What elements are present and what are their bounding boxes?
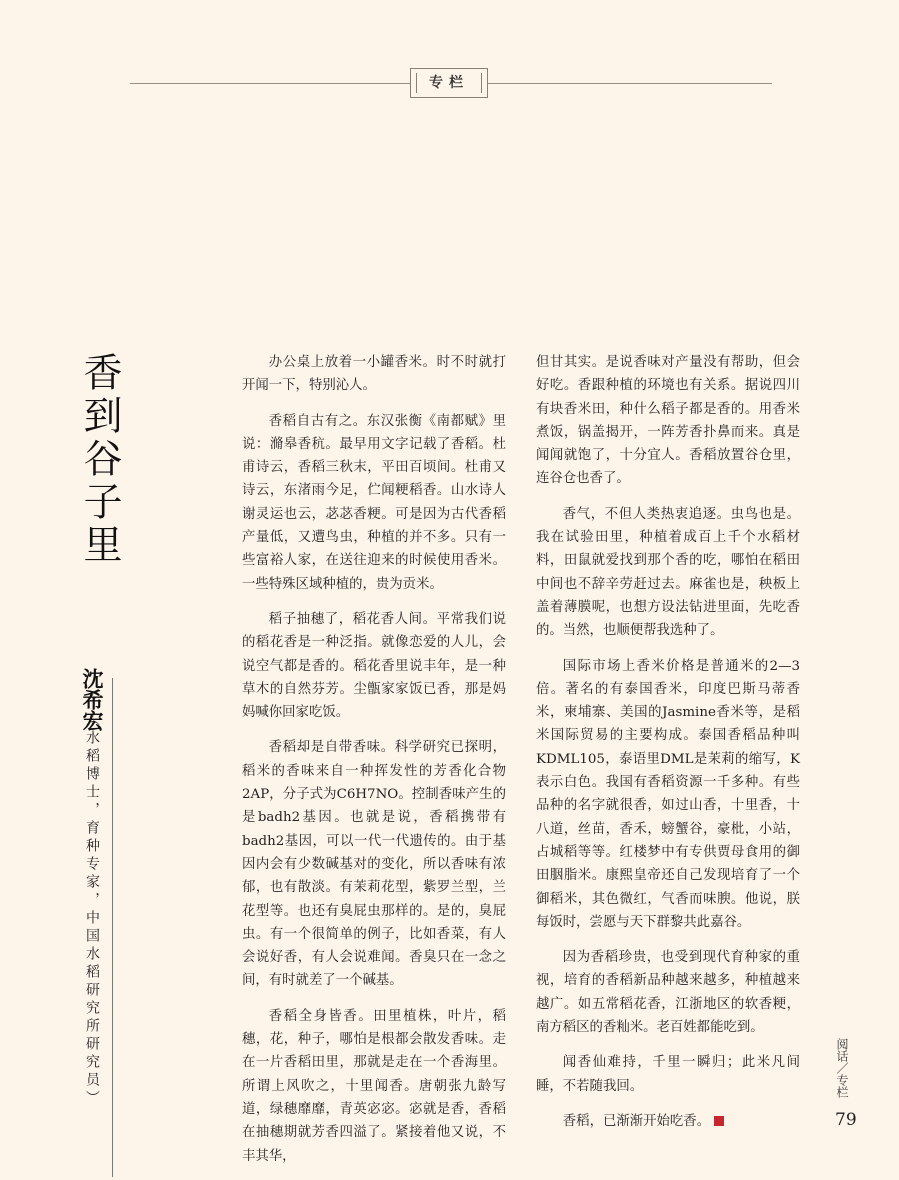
left-vertical-rule [112, 678, 113, 1177]
paragraph: 稻子抽穗了，稻花香人间。平常我们说的稻花香是一种泛指。就像恋爱的人儿，会说空气都是香的。稻花香里说丰年，是一种草木的自然芬芳。尘甑家家饭已香，那是妈妈喊你回家吃饭。 [242, 611, 506, 721]
page-number: 79 [835, 1110, 857, 1130]
paragraph: 香稻却是自带香味。科学研究已探明，稻米的香味来自一种挥发性的芳香化合物2AP，分子式为C6H7NO。控制香味产生的是badh2基因。也就是说，香稻携带有badh2基因，可以一代一代遗传的。由于基因内会有少数碱基对的变化，所以香味有浓郁，也有散淡。有茉莉花型，紫罗兰型，兰花型等。也还有臭屁虫那样的。是的，臭屁虫。有一个很简单的例子，比如香菜，有人会说好香，有人会说难闻。香臭只在一念之间，有时就差了一个碱基。 [242, 740, 506, 989]
author-affiliation: （水稻博士，育种专家，中国水稻研究所研究员） [84, 712, 100, 1108]
final-sentence: 香稻，已渐渐开始吃香。 [562, 1113, 711, 1129]
final-paragraph [536, 1110, 800, 1133]
paragraph: 办公桌上放着一小罐香米。时不时就打开闻一下，特别沁人。 [242, 355, 506, 394]
paragraph: 国际市场上香米价格是普通米的2—3倍。著名的有泰国香米，印度巴斯马蒂香米，柬埔寨、美国的Jasmine香米等，是稻米国际贸易的主要构成。泰国香稻品种叫KDML105，泰语里DML是茉莉的缩写，K表示白色。我国有香稻资源一千多种。有些品种的名字就很香，如过山香，十里香，十八道，丝苗，香禾，螃蟹谷，豪枇，小站，占城稻等等。红楼梦中有专供贾母食用的御田胭脂米。康熙皇帝还自己发现培育了一个御稻米，其色微红，气香而味腴。他说，朕每饭时，尝愿与天下群黎共此嘉谷。 [536, 658, 800, 930]
text-column-2 [536, 351, 800, 1145]
paragraph-continued: 但甘其实。是说香味对产量没有帮助，但会好吃。香跟种植的环境也有关系。据说四川有块香米田，种什么稻子都是香的。用香米煮饭，锅盖揭开，一阵芳香扑鼻而来。真是闻闻就饱了，十分宜人。香稻放置谷仓里，连谷仓也香了。 [536, 355, 800, 487]
slash-divider: ／ [835, 1062, 849, 1074]
section-label-box [410, 68, 488, 98]
paragraph: 闻香仙难持，千里一瞬归；此米凡间睡，不若随我回。 [536, 1055, 800, 1094]
paragraph: 因为香稻珍贵，也受到现代育种家的重视，培育的香稻新品种越来越多，种植越来越广。如五常稻花香，江浙地区的软香粳，南方稻区的香籼米。老百姓都能吃到。 [536, 950, 800, 1036]
folio-section: 专栏 [835, 1074, 849, 1098]
header-rule-right [488, 83, 772, 84]
paragraph: 香稻自古有之。东汉张衡《南都赋》里说：滫皋香秔。最早用文字记载了香稻。杜甫诗云，香稻三秋末，平田百顷间。杜甫又诗云，东渚雨今足，伫闻粳稻香。山水诗人谢灵运也云，苾苾香粳。可是因为古代香稻产量低，又遭鸟虫，种植的并不多。只有一些富裕人家，在送往迎来的时候使用香米。一些特殊区域种植的，贵为贡米。 [242, 413, 506, 592]
magazine-name: 阅话 [835, 1038, 849, 1062]
text-column-1 [242, 351, 506, 1180]
section-label: 专栏 [416, 73, 482, 93]
end-mark-icon [714, 1116, 724, 1126]
folio [835, 1038, 849, 1098]
article-title: 香到谷子里 [77, 352, 122, 567]
header-rule-left [130, 83, 410, 84]
paragraph: 香气，不但人类热衷追逐。虫鸟也是。我在试验田里，种植着成百上千个水稻材料，田鼠就爱找到那个香的吃，哪怕在稻田中间也不辞辛劳赶过去。麻雀也是，秧板上盖着薄膜呢，也想方设法钻进里面，先吃香的。当然，也顺便帮我选种了。 [536, 506, 800, 639]
author-name: 沈希宏 [80, 668, 104, 731]
paragraph: 香稻全身皆香。田里植株，叶片，稻穗，花，种子，哪怕是根都会散发香味。走在一片香稻田里，那就是走在一个香海里。所谓上风吹之，十里闻香。唐朝张九龄写道，绿穗靡靡，青英宓宓。宓就是香，香稻在抽穗期就芳香四溢了。紧接着他又说，不丰其华， [242, 1008, 506, 1164]
